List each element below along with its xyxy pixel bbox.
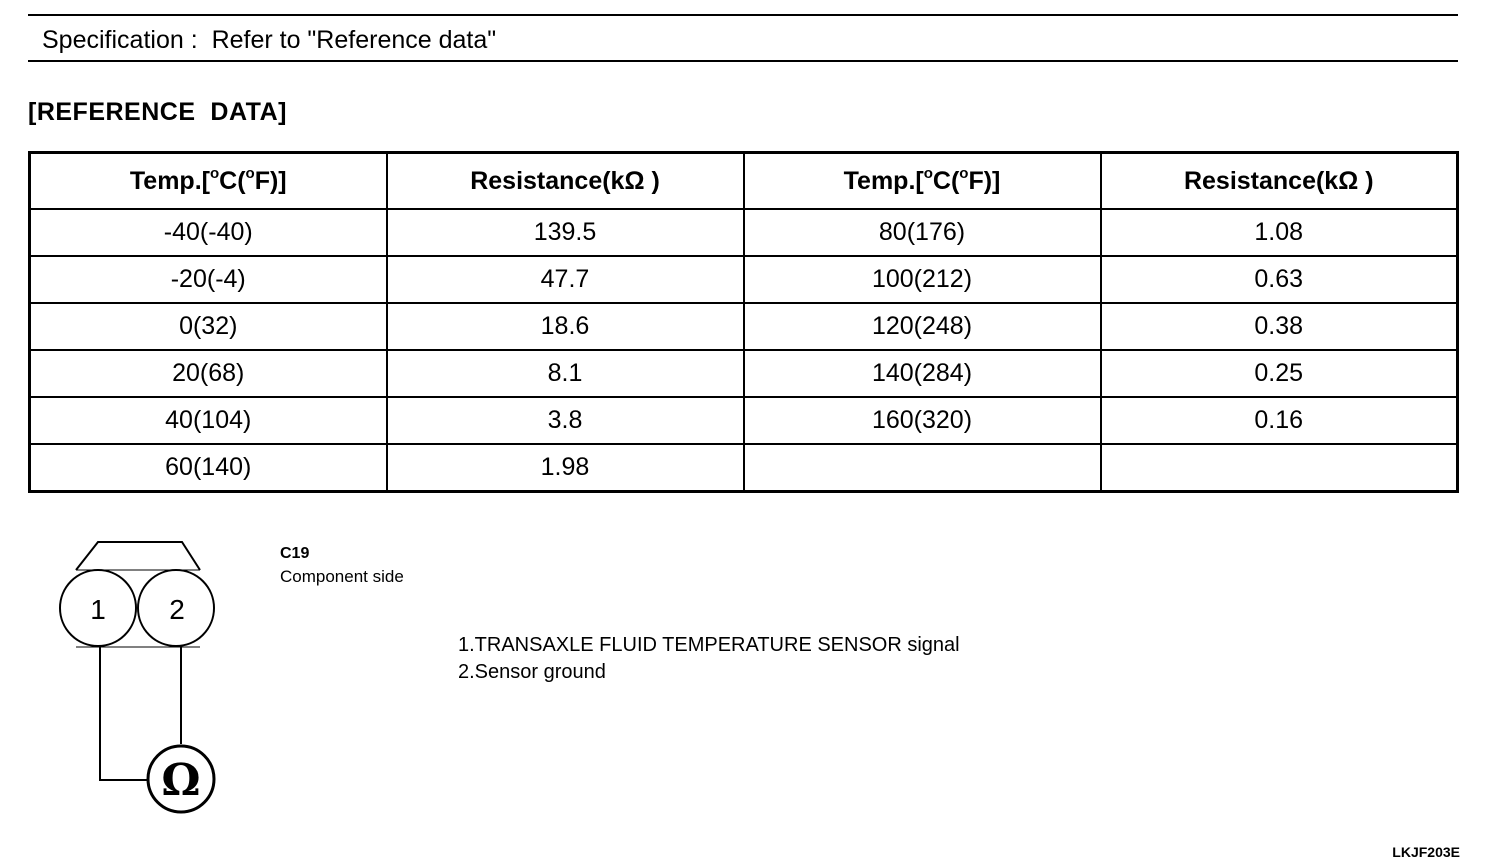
header-temp-1: Temp.[$^o$C($^o$F)] xyxy=(30,153,387,210)
table-cell: 47.7 xyxy=(387,256,744,303)
spec-value: Refer to "Reference data" xyxy=(211,26,497,54)
table-cell xyxy=(1101,444,1458,492)
table-cell xyxy=(744,444,1101,492)
table-cell: 120(248) xyxy=(744,303,1101,350)
table-cell: 1.08 xyxy=(1101,209,1458,256)
header-resistance-2: Resistance(kΩ ) xyxy=(1101,153,1458,210)
table-cell: 3.8 xyxy=(387,397,744,444)
pin-legend xyxy=(458,632,960,686)
table-row xyxy=(30,209,1458,256)
table-cell: 20(68) xyxy=(30,350,387,397)
table-cell: 0(32) xyxy=(30,303,387,350)
ohm-symbol: Ω xyxy=(161,755,201,806)
legend-item: 2.Sensor ground xyxy=(458,661,606,683)
table-row xyxy=(30,303,1458,350)
table-cell: 60(140) xyxy=(30,444,387,492)
table-cell: 0.16 xyxy=(1101,397,1458,444)
spec-label: Specification xyxy=(42,26,184,54)
specification-line xyxy=(42,26,496,55)
pin-1-label: 1 xyxy=(90,594,106,625)
meter-lead-wire xyxy=(100,646,148,780)
legend-item: 1.TRANSAXLE FLUID TEMPERATURE SENSOR signal xyxy=(458,634,960,656)
header-temp-2: Temp.[$^o$C($^o$F)] xyxy=(744,153,1101,210)
table-cell: 40(104) xyxy=(30,397,387,444)
table-cell: -20(-4) xyxy=(30,256,387,303)
table-cell: 80(176) xyxy=(744,209,1101,256)
table-cell: 140(284) xyxy=(744,350,1101,397)
spec-separator: : xyxy=(190,26,198,54)
table-cell: 0.25 xyxy=(1101,350,1458,397)
table-cell: 139.5 xyxy=(387,209,744,256)
reference-data-table xyxy=(28,151,1459,493)
connector-housing xyxy=(76,542,200,570)
table-cell: 8.1 xyxy=(387,350,744,397)
connector-diagram xyxy=(50,530,230,820)
specification-box xyxy=(28,14,1458,62)
table-cell: 100(212) xyxy=(744,256,1101,303)
header-resistance-1: Resistance(kΩ ) xyxy=(387,153,744,210)
table-cell: -40(-40) xyxy=(30,209,387,256)
connector-side-label: Component side xyxy=(280,567,404,586)
table-cell: 1.98 xyxy=(387,444,744,492)
table-row xyxy=(30,397,1458,444)
table-row xyxy=(30,256,1458,303)
connector-id: C19 xyxy=(280,545,310,562)
section-title: [REFERENCE DATA] xyxy=(28,98,287,126)
table-header-row xyxy=(30,153,1458,210)
table-row xyxy=(30,350,1458,397)
pin-2-label: 2 xyxy=(169,594,185,625)
figure-code: LKJF203E xyxy=(1392,844,1460,860)
table-cell: 18.6 xyxy=(387,303,744,350)
table-row xyxy=(30,444,1458,492)
table-cell: 160(320) xyxy=(744,397,1101,444)
table-cell: 0.63 xyxy=(1101,256,1458,303)
table-cell: 0.38 xyxy=(1101,303,1458,350)
